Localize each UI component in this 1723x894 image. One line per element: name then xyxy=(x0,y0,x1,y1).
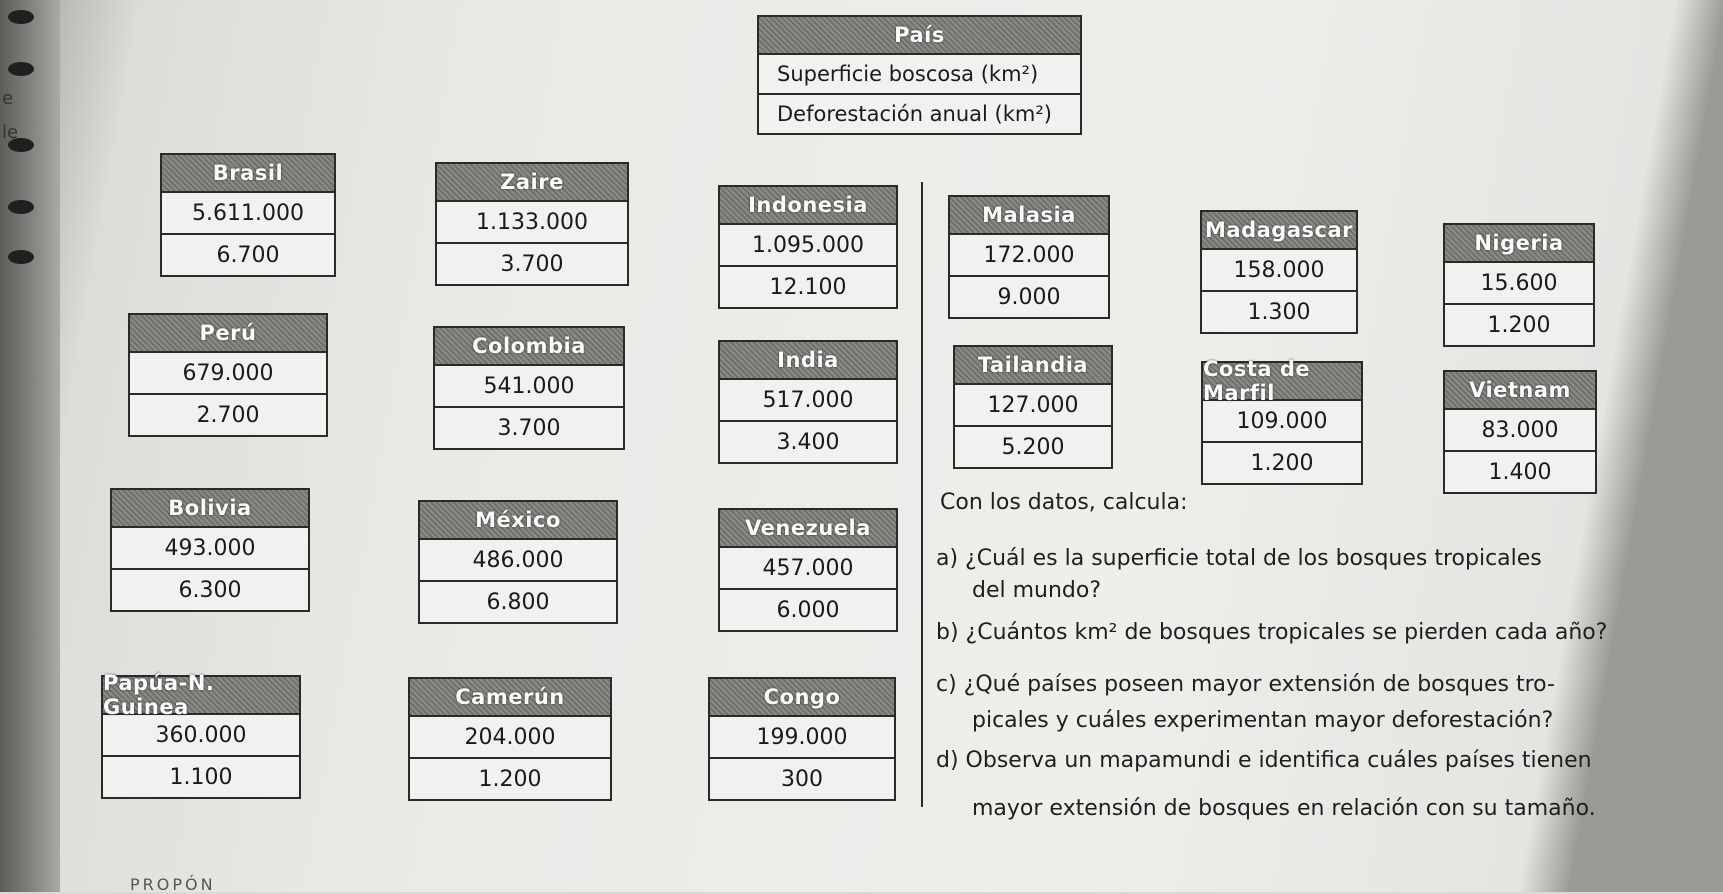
country-card xyxy=(128,313,328,437)
question-c-line2: picales y cuáles experimentan mayor deforestación? xyxy=(972,708,1554,733)
country-card xyxy=(1201,357,1363,485)
country-area: 1.095.000 xyxy=(720,223,896,265)
country-name: México xyxy=(420,502,616,538)
country-deforestation: 6.800 xyxy=(420,580,616,622)
question-d-line1: d) Observa un mapamundi e identifica cuáles países tienen xyxy=(936,748,1592,773)
country-deforestation: 6.000 xyxy=(720,588,896,630)
country-card xyxy=(101,671,301,799)
country-deforestation: 1.200 xyxy=(1203,441,1361,483)
country-card xyxy=(418,500,618,624)
country-card xyxy=(718,340,898,464)
country-deforestation: 300 xyxy=(710,757,894,799)
country-deforestation: 1.400 xyxy=(1445,450,1595,492)
margin-text: e xyxy=(2,88,14,109)
country-card xyxy=(953,345,1113,469)
country-card xyxy=(708,677,896,801)
country-name: Congo xyxy=(710,679,894,715)
country-name: Nigeria xyxy=(1445,225,1593,261)
country-area: 127.000 xyxy=(955,383,1111,425)
question-a-line1: a) ¿Cuál es la superficie total de los bosques tropicales xyxy=(936,546,1542,571)
country-deforestation: 9.000 xyxy=(950,275,1108,317)
country-name: Venezuela xyxy=(720,510,896,546)
footer-heading: PROPÓN xyxy=(130,875,216,894)
column-divider xyxy=(921,182,923,807)
country-area: 457.000 xyxy=(720,546,896,588)
country-name: Zaire xyxy=(437,164,627,200)
country-card xyxy=(1443,223,1595,347)
country-card xyxy=(433,326,625,450)
questions-intro: Con los datos, calcula: xyxy=(940,490,1188,515)
country-area: 158.000 xyxy=(1202,248,1356,290)
country-area: 360.000 xyxy=(103,713,299,755)
country-area: 541.000 xyxy=(435,364,623,406)
country-card xyxy=(948,195,1110,319)
country-deforestation: 1.300 xyxy=(1202,290,1356,332)
country-deforestation: 3.700 xyxy=(437,242,627,284)
country-card xyxy=(435,162,629,286)
margin-text: le xyxy=(2,122,19,143)
country-area: 486.000 xyxy=(420,538,616,580)
country-name: Perú xyxy=(130,315,326,351)
country-area: 1.133.000 xyxy=(437,200,627,242)
country-deforestation: 6.700 xyxy=(162,233,334,275)
country-name: Papúa-N. Guinea xyxy=(103,677,299,713)
country-deforestation: 3.700 xyxy=(435,406,623,448)
country-name: Indonesia xyxy=(720,187,896,223)
country-name: Malasia xyxy=(950,197,1108,233)
country-deforestation: 3.400 xyxy=(720,420,896,462)
question-b: b) ¿Cuántos km² de bosques tropicales se pierden cada año? xyxy=(936,620,1608,645)
country-deforestation: 6.300 xyxy=(112,568,308,610)
country-card xyxy=(1443,370,1597,494)
country-area: 15.600 xyxy=(1445,261,1593,303)
country-card xyxy=(160,153,336,277)
country-area: 204.000 xyxy=(410,715,610,757)
legend-deforestation-label: Deforestación anual (km²) xyxy=(759,93,1080,133)
question-d-line2: mayor extensión de bosques en relación con su tamaño. xyxy=(972,796,1596,821)
country-area: 172.000 xyxy=(950,233,1108,275)
country-name: Bolivia xyxy=(112,490,308,526)
country-name: Vietnam xyxy=(1445,372,1595,408)
country-deforestation: 1.100 xyxy=(103,755,299,797)
question-c-line1: c) ¿Qué países poseen mayor extensión de bosques tro- xyxy=(936,672,1555,697)
country-area: 109.000 xyxy=(1203,399,1361,441)
binder-hole xyxy=(8,200,34,214)
binder-hole xyxy=(8,10,34,24)
binder-hole xyxy=(8,250,34,264)
country-area: 493.000 xyxy=(112,526,308,568)
binder-hole xyxy=(8,62,34,76)
country-name: India xyxy=(720,342,896,378)
country-deforestation: 2.700 xyxy=(130,393,326,435)
country-name: Madagascar xyxy=(1202,212,1356,248)
country-area: 517.000 xyxy=(720,378,896,420)
country-area: 83.000 xyxy=(1445,408,1595,450)
country-card xyxy=(1200,210,1358,334)
country-deforestation: 1.200 xyxy=(410,757,610,799)
notebook-margin xyxy=(0,0,60,892)
country-name: Tailandia xyxy=(955,347,1111,383)
country-area: 199.000 xyxy=(710,715,894,757)
country-name: Colombia xyxy=(435,328,623,364)
question-a-line2: del mundo? xyxy=(972,578,1102,603)
legend-area-label: Superficie boscosa (km²) xyxy=(759,53,1080,93)
country-area: 5.611.000 xyxy=(162,191,334,233)
country-card xyxy=(718,185,898,309)
country-deforestation: 1.200 xyxy=(1445,303,1593,345)
country-name: Brasil xyxy=(162,155,334,191)
country-card xyxy=(110,488,310,612)
legend-header: País xyxy=(759,17,1080,53)
country-card xyxy=(718,508,898,632)
country-deforestation: 5.200 xyxy=(955,425,1111,467)
country-name: Costa de Marfil xyxy=(1203,363,1361,399)
country-area: 679.000 xyxy=(130,351,326,393)
country-deforestation: 12.100 xyxy=(720,265,896,307)
country-name: Camerún xyxy=(410,679,610,715)
legend-card xyxy=(757,15,1082,135)
country-card xyxy=(408,677,612,801)
